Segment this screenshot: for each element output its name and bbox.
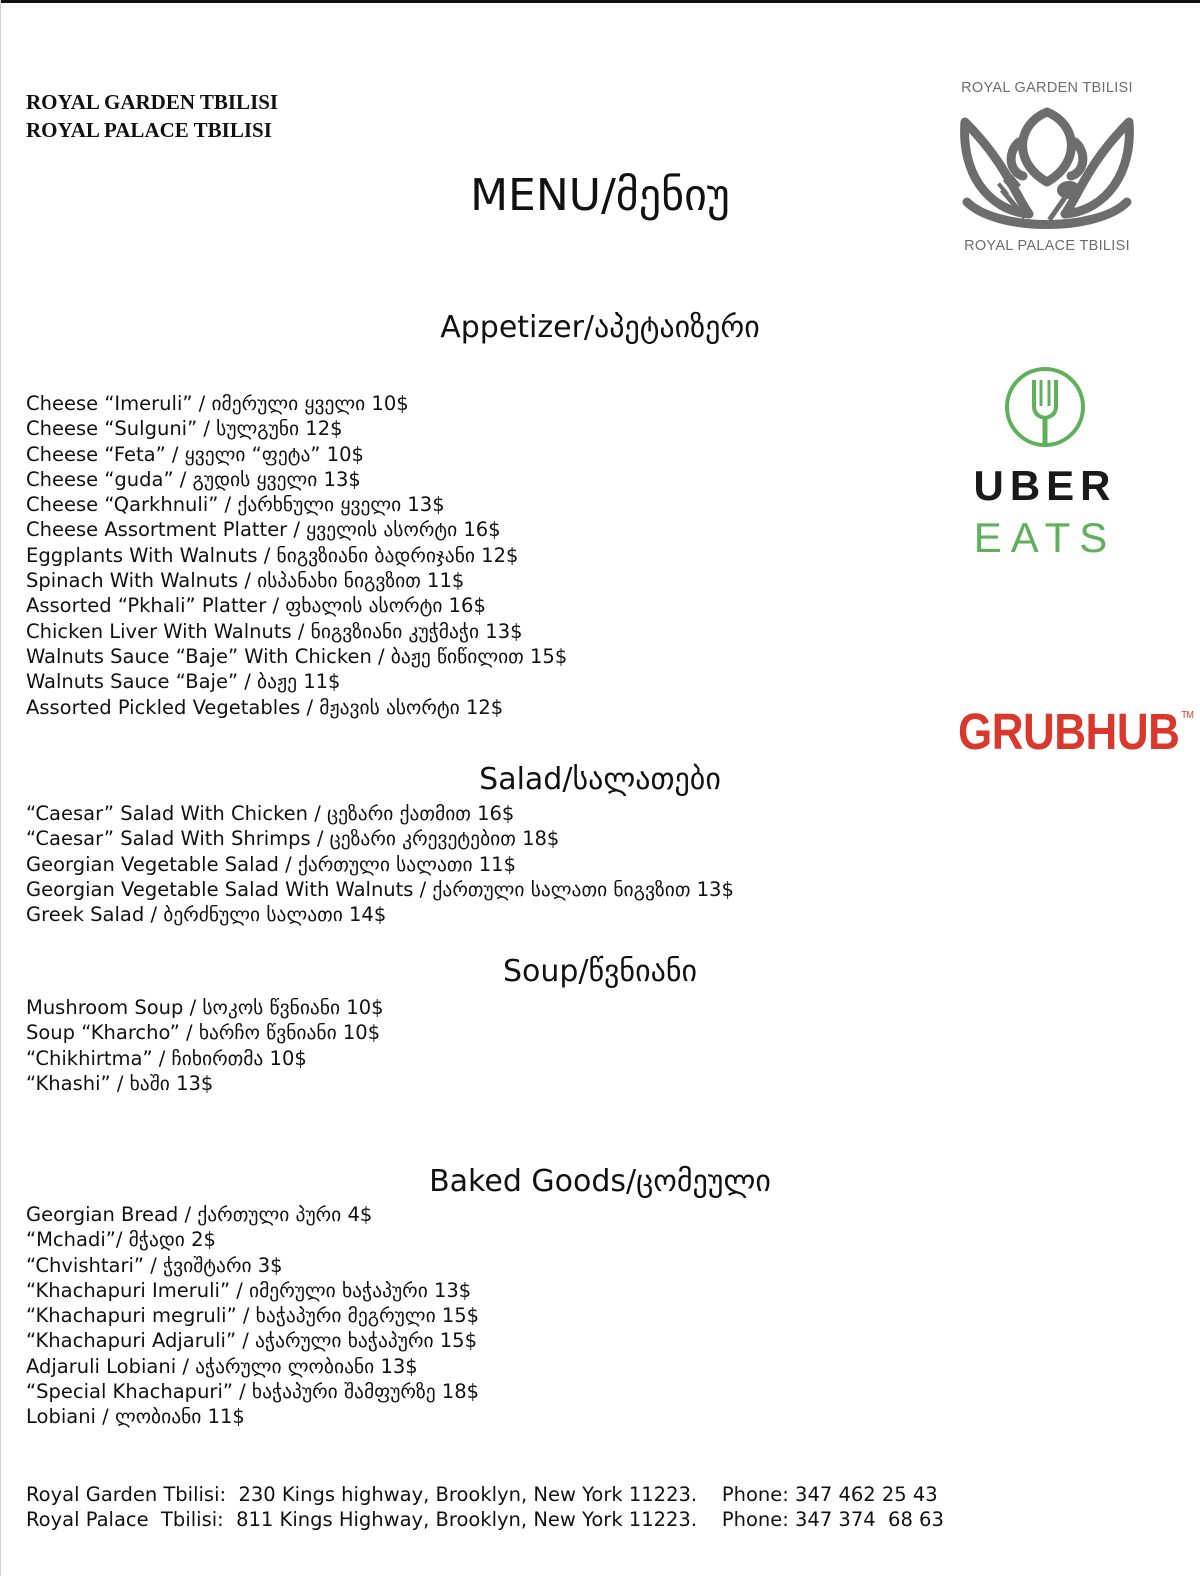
restaurant-name-garden: ROYAL GARDEN TBILISI xyxy=(26,90,279,114)
appetizer-list xyxy=(26,391,567,720)
menu-item: “Caesar” Salad With Shrimps / ცეზარი კრევეტებით 18$ xyxy=(26,827,560,851)
menu-item: Mushroom Soup / სოკოს წვნიანი 10$ xyxy=(26,996,384,1019)
menu-item: “Chvishtari” / ჭვიშტარი 3$ xyxy=(26,1253,283,1277)
restaurant-name-palace: ROYAL PALACE TBILISI xyxy=(26,118,272,142)
grubhub-trademark: TM xyxy=(1181,708,1194,721)
menu-item: Greek Salad / ბერძნული სალათი 14$ xyxy=(26,903,387,927)
menu-item: Adjaruli Lobiani / აჭარული ლობიანი 13$ xyxy=(26,1354,418,1378)
menu-item: Cheese “Imeruli” / იმერული ყველი 10$ xyxy=(26,392,409,415)
fork-in-circle-icon xyxy=(1000,362,1090,452)
restaurant-names xyxy=(26,88,278,144)
uber-wordmark: UBER xyxy=(973,462,1117,509)
menu-item: Assorted Pickled Vegetables / მჟავის ასორტი 12$ xyxy=(26,695,504,719)
salad-list xyxy=(26,801,734,927)
menu-item: “Khachapuri Imeruli” / იმერული ხაჭაპური 13$ xyxy=(26,1278,472,1302)
menu-item: “Khachapuri Adjaruli” / აჭარული ხაჭაპური 15$ xyxy=(26,1329,477,1353)
menu-item: Cheese “Qarkhnuli” / ქარხნული ყველი 13$ xyxy=(26,493,445,517)
menu-item: “Caesar” Salad With Chicken / ცეზარი ქათმით 16$ xyxy=(26,802,515,825)
menu-item: “Khachapuri megruli” / ხაჭაპური მეგრული 15$ xyxy=(26,1304,480,1328)
eats-wordmark: EATS xyxy=(973,514,1117,561)
grubhub-wordmark: GRUBHUB xyxy=(958,704,1180,761)
menu-item: Assorted “Pkhali” Platter / ფხალის ასორტი 16$ xyxy=(26,594,486,618)
menu-item: “Chikhirtma” / ჩიხირთმა 10$ xyxy=(26,1046,307,1070)
soup-list xyxy=(26,995,384,1096)
logo-bottom-text: ROYAL PALACE TBILISI xyxy=(964,238,1130,254)
soup-section-title: Soup/წვნიანი xyxy=(502,954,698,989)
address-royal-garden: Royal Garden Tbilisi: 230 Kings highway, Brooklyn, New York 11223. Phone: 347 462 25 43 xyxy=(26,1483,938,1506)
address-royal-palace: Royal Palace Tbilisi: 811 Kings Highway, Brooklyn, New York 11223. Phone: 347 374 68 63 xyxy=(26,1508,944,1531)
menu-item: Soup “Kharcho” / ხარჩო წვნიანი 10$ xyxy=(26,1021,381,1045)
menu-item: Lobiani / ლობიანი 11$ xyxy=(26,1405,245,1429)
menu-item: “Special Khachapuri” / ხაჭაპური შამფურზე 18$ xyxy=(26,1380,480,1404)
salad-section-title: Salad/სალათები xyxy=(479,762,721,797)
menu-item: Spinach With Walnuts / ისპანახი ნიგვზით 11$ xyxy=(26,569,465,593)
menu-item: Walnuts Sauce “Baje” / ბაჟე 11$ xyxy=(26,670,341,694)
baked-goods-list xyxy=(26,1202,479,1430)
menu-item: Georgian Vegetable Salad / ქართული სალათი 11$ xyxy=(26,852,516,876)
uber-eats-logo[interactable] xyxy=(950,362,1140,572)
menu-item: “Mchadi”/ მჭადი 2$ xyxy=(26,1228,216,1252)
footer-addresses xyxy=(26,1482,944,1532)
menu-item: Chicken Liver With Walnuts / ნიგვზიანი კუჭმაჭი 13$ xyxy=(26,619,523,643)
appetizer-section-title: Appetizer/აპეტაიზერი xyxy=(440,310,760,345)
menu-item: Cheese Assortment Platter / ყველის ასორტი 16$ xyxy=(26,518,501,542)
menu-item: Cheese “guda” / გუდის ყველი 13$ xyxy=(26,467,361,491)
top-border xyxy=(0,0,1200,3)
grubhub-logo[interactable] xyxy=(958,704,1193,762)
menu-item: Eggplants With Walnuts / ნიგვზიანი ბადრიჯანი 12$ xyxy=(26,543,519,567)
menu-item: Walnuts Sauce “Baje” With Chicken / ბაჟე წიწილით 15$ xyxy=(26,644,568,668)
menu-item: Georgian Bread / ქართული პური 4$ xyxy=(26,1203,373,1226)
menu-item: Cheese “Sulguni” / სულგუნი 12$ xyxy=(26,417,343,441)
menu-item: “Khashi” / ხაში 13$ xyxy=(26,1071,214,1095)
menu-title: MENU/მენიუ xyxy=(470,170,730,221)
logo-top-text: ROYAL GARDEN TBILISI xyxy=(961,80,1133,96)
menu-item: Cheese “Feta” / ყველი “ფეტა” 10$ xyxy=(26,442,364,466)
baked-goods-section-title: Baked Goods/ცომეული xyxy=(429,1164,771,1199)
menu-item: Georgian Vegetable Salad With Walnuts / ქართული სალათი ნიგვზით 13$ xyxy=(26,877,734,901)
